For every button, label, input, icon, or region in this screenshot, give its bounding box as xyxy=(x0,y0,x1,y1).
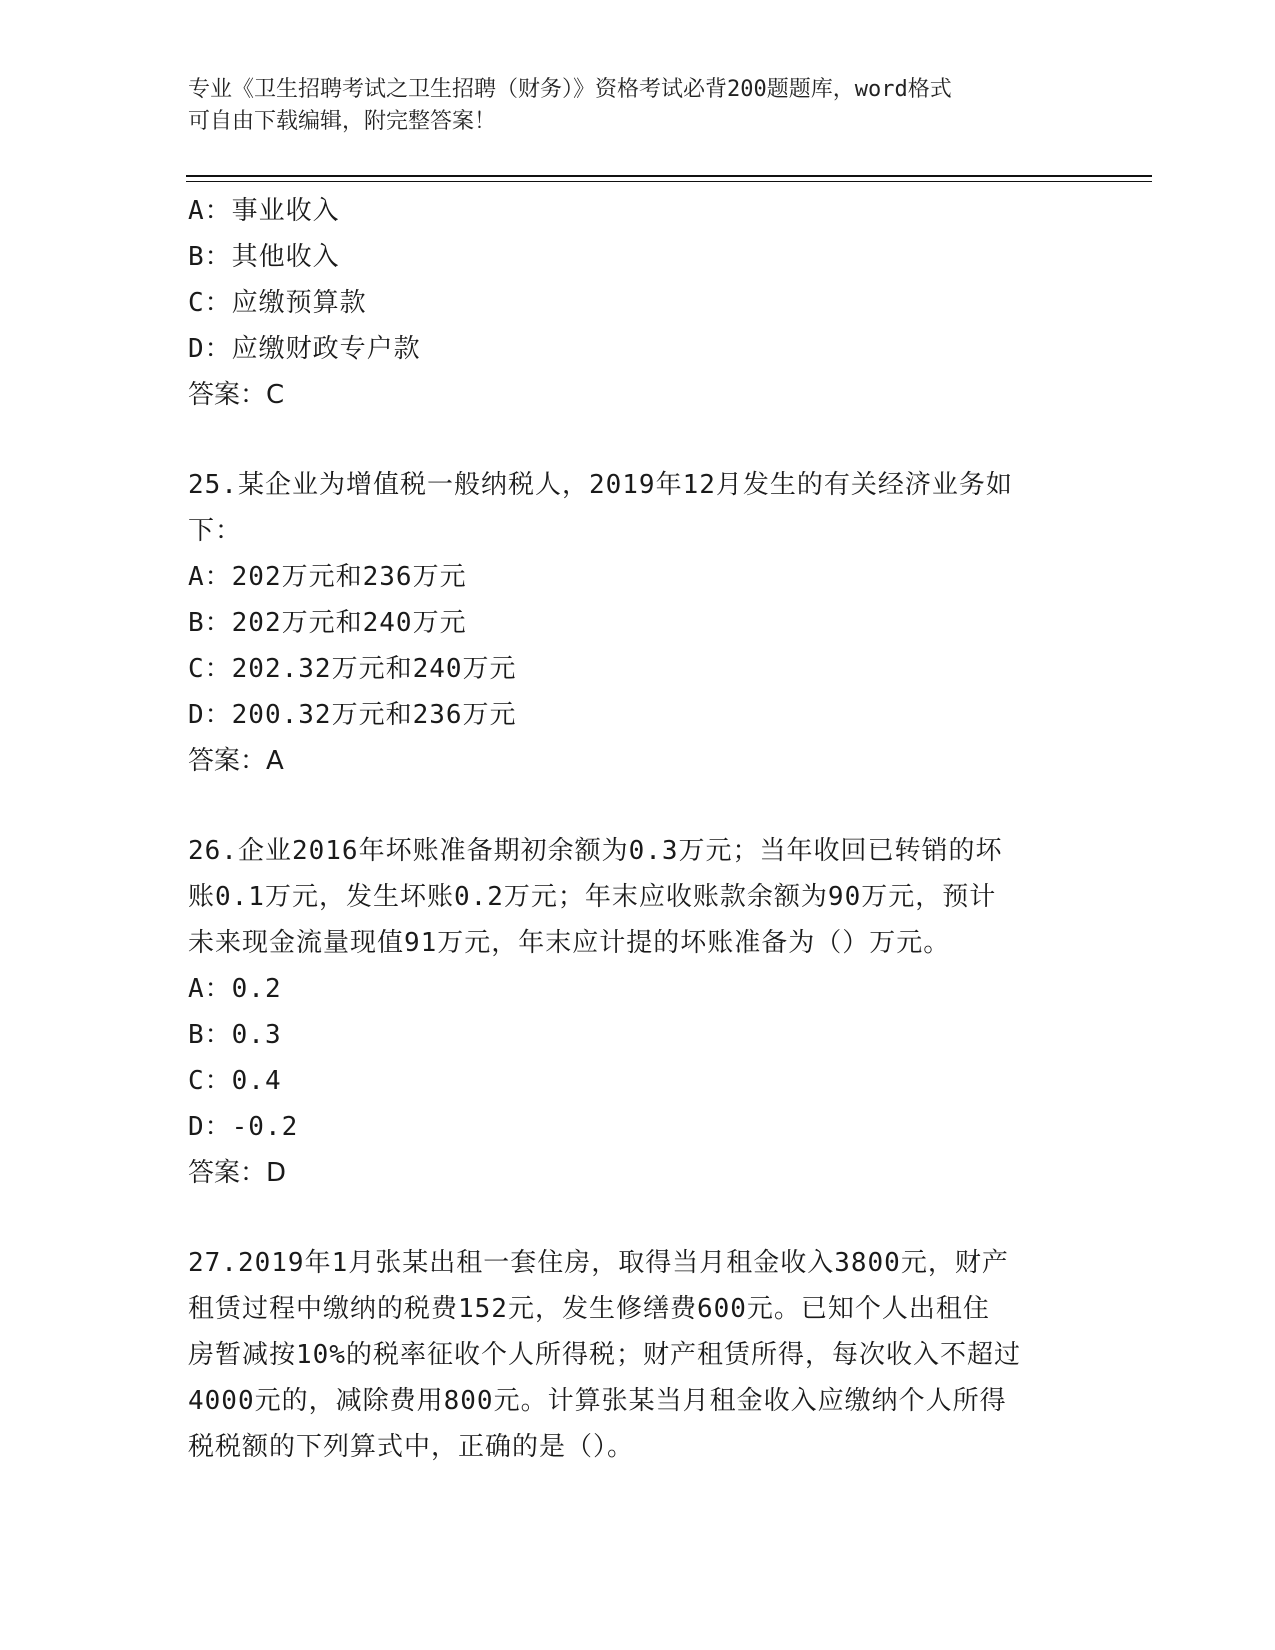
option-d: D：-0.2 xyxy=(188,1112,299,1142)
stem-line: 租赁过程中缴纳的税费152元，发生修缮费600元。已知个人出租住 xyxy=(188,1294,990,1324)
document-header xyxy=(188,74,1088,138)
option-d: D：200.32万元和236万元 xyxy=(188,700,517,730)
stem-line: 未来现金流量现值91万元，年末应计提的坏账准备为（）万元。 xyxy=(188,928,951,958)
question-stem xyxy=(188,828,1088,966)
question-25 xyxy=(188,462,1088,784)
stem-line: 账0.1万元，发生坏账0.2万元；年末应收账款余额为90万元，预计 xyxy=(188,882,997,912)
stem-line: 26.企业2016年坏账准备期初余额为0.3万元；当年收回已转销的坏 xyxy=(188,836,1003,866)
question-26 xyxy=(188,828,1088,1196)
question-stem xyxy=(188,1240,1088,1470)
question-27 xyxy=(188,1240,1088,1470)
stem-line: 27.2019年1月张某出租一套住房，取得当月租金收入3800元，财产 xyxy=(188,1248,1009,1278)
document-body xyxy=(188,188,1088,1470)
stem-line: 税税额的下列算式中，正确的是（）。 xyxy=(188,1432,635,1462)
option-d: D：应缴财政专户款 xyxy=(188,334,421,364)
stem-line: 房暂减按10%的税率征收个人所得税；财产租赁所得，每次收入不超过 xyxy=(188,1340,1021,1370)
question-stem xyxy=(188,462,1088,554)
option-c: C：202.32万元和240万元 xyxy=(188,654,517,684)
answer-line: 答案：C xyxy=(188,380,285,410)
header-title-line-1: 专业《卫生招聘考试之卫生招聘（财务）》资格考试必背200题题库，word格式 xyxy=(188,77,952,102)
option-a: A：事业收入 xyxy=(188,196,340,226)
answer-line: 答案：A xyxy=(188,746,284,776)
stem-line: 4000元的，减除费用800元。计算张某当月租金收入应缴纳个人所得 xyxy=(188,1386,1007,1416)
option-a: A：202万元和236万元 xyxy=(188,562,467,592)
option-c: C：0.4 xyxy=(188,1066,282,1096)
question-prev xyxy=(188,188,1088,418)
answer-line: 答案：D xyxy=(188,1158,287,1188)
option-c: C：应缴预算款 xyxy=(188,288,367,318)
option-a: A：0.2 xyxy=(188,974,282,1004)
stem-line: 下： xyxy=(188,516,243,546)
header-divider-thick xyxy=(186,175,1152,177)
option-b: B：0.3 xyxy=(188,1020,282,1050)
header-divider-thin xyxy=(186,181,1152,182)
option-b: B：其他收入 xyxy=(188,242,340,272)
stem-line: 25.某企业为增值税一般纳税人，2019年12月发生的有关经济业务如 xyxy=(188,470,1013,500)
option-b: B：202万元和240万元 xyxy=(188,608,467,638)
header-title-line-2: 可自由下载编辑，附完整答案！ xyxy=(188,109,497,134)
